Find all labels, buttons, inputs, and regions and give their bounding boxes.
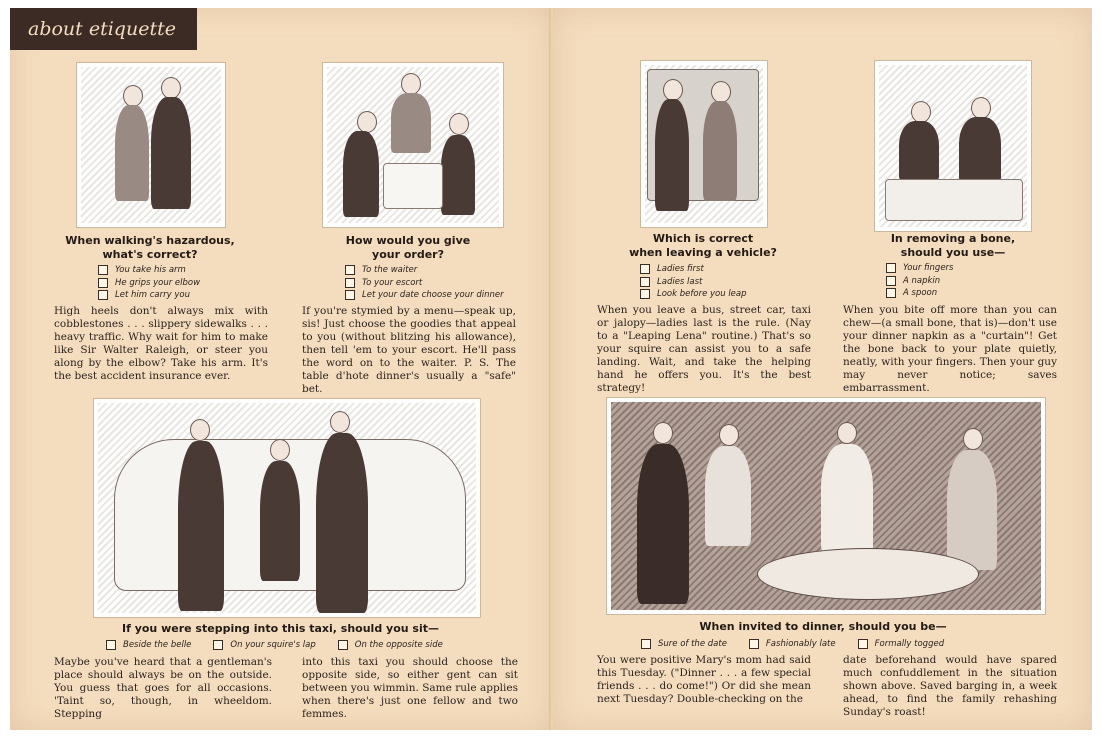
option-item[interactable]: Beside the belle (106, 639, 191, 652)
checkbox[interactable] (886, 276, 896, 286)
option-item[interactable]: Ladies first (640, 263, 747, 276)
option-item[interactable]: You take his arm (98, 264, 200, 277)
option-item[interactable]: On your squire's lap (213, 639, 315, 652)
question-walking: When walking's hazardous, what's correct? (65, 234, 235, 261)
left-page (10, 8, 551, 730)
checkbox[interactable] (345, 290, 355, 300)
options-order (345, 264, 504, 302)
checkbox[interactable] (98, 265, 108, 275)
checkbox[interactable] (749, 639, 759, 649)
checkbox[interactable] (106, 640, 116, 650)
answer-dinner-part2: date beforehand would have spared much confuddlement in the situation shown above. Saved barging in, a week ahead, to find the family rehashing Sunday's roast! (843, 654, 1057, 718)
checkbox[interactable] (886, 263, 896, 273)
answer-vehicle: When you leave a bus, street car, taxi or jalopy—ladies last is the rule. (Nay to a "Leaping Lena" routine.) That's so your squire can assist you to a safe landing. Wait, and take the helping hand he offers you. It's the best strategy! (597, 304, 811, 394)
answer-bone: When you bite off more than you can chew—(a small bone, that is)—don't use your dinner napkin as a "curtain"! Get the bone back to your plate quietly, neatly, with your fingers. Then your guy may never notice; saves embarrassment. (843, 304, 1057, 394)
answer-taxi-part2: into this taxi you should choose the opposite side, so either gent can sit between you wimmin. Same rule applies when there's just one fellow and two femmes. (302, 656, 518, 720)
option-item[interactable]: A napkin (886, 275, 953, 288)
dinner-caption: When invited to dinner, should you be— (699, 620, 947, 633)
checkbox[interactable] (98, 278, 108, 288)
checkbox[interactable] (640, 277, 650, 287)
checkbox[interactable] (641, 639, 651, 649)
right-page (553, 8, 1092, 730)
option-item[interactable]: Fashionably late (749, 638, 836, 651)
options-taxi (106, 639, 443, 652)
options-vehicle (640, 263, 747, 301)
checkbox[interactable] (886, 288, 896, 298)
options-walking (98, 264, 200, 302)
checkbox[interactable] (345, 265, 355, 275)
leaving-vehicle-illustration (640, 60, 768, 228)
option-item[interactable]: Your fingers (886, 262, 953, 275)
question-bone: In removing a bone, should you use— (890, 232, 1016, 259)
dinner-party-illustration (606, 397, 1046, 615)
question-order: How would you give your order? (345, 234, 471, 261)
restaurant-order-illustration (322, 62, 504, 228)
option-item[interactable]: Let your date choose your dinner (345, 289, 504, 302)
option-item[interactable]: On the opposite side (338, 639, 443, 652)
taxi-illustration (93, 398, 481, 618)
option-item[interactable]: Let him carry you (98, 289, 200, 302)
question-vehicle: Which is correct when leaving a vehicle? (629, 232, 777, 259)
option-item[interactable]: He grips your elbow (98, 277, 200, 290)
checkbox[interactable] (345, 278, 355, 288)
section-header: about etiquette (10, 8, 197, 50)
option-item[interactable]: Ladies last (640, 276, 747, 289)
options-bone (886, 262, 953, 300)
option-item[interactable]: A spoon (886, 287, 953, 300)
checkbox[interactable] (98, 290, 108, 300)
answer-order: If you're stymied by a menu—speak up, sis! Just choose the goodies that appeal to you (without blitzing his allowance), then tell 'em to your escort. He'll pass the word on to the waiter. P. S. The table d'hote dinner's usually a "safe" bet. (302, 305, 516, 395)
answer-walking: High heels don't always mix with cobblestones . . . slippery sidewalks . . . heavy traffic. Why wait for him to make like Sir Walter Raleigh, or steer you along by the elbow? Take his arm. It's the best accident insurance ever. (54, 305, 268, 382)
answer-dinner-part1: You were positive Mary's mom had said this Tuesday. ("Dinner . . . a few special friends . . . do come!") Or did she mean next Tuesday? Double-checking on the (597, 654, 811, 705)
checkbox[interactable] (858, 639, 868, 649)
option-item[interactable]: To your escort (345, 277, 504, 290)
checkbox[interactable] (640, 289, 650, 299)
checkbox[interactable] (213, 640, 223, 650)
option-item[interactable]: Look before you leap (640, 288, 747, 301)
walking-couple-illustration (76, 62, 226, 228)
answer-taxi-part1: Maybe you've heard that a gentleman's place should always be on the outside. You guess that goes for all occasions. 'Taint so, though, in wheeldom. Stepping (54, 656, 272, 720)
checkbox[interactable] (338, 640, 348, 650)
option-item[interactable]: To the waiter (345, 264, 504, 277)
option-item[interactable]: Formally togged (858, 638, 944, 651)
options-dinner (641, 638, 944, 651)
checkbox[interactable] (640, 264, 650, 274)
removing-bone-illustration (874, 60, 1032, 232)
taxi-caption: If you were stepping into this taxi, should you sit— (122, 622, 439, 635)
option-item[interactable]: Sure of the date (641, 638, 727, 651)
